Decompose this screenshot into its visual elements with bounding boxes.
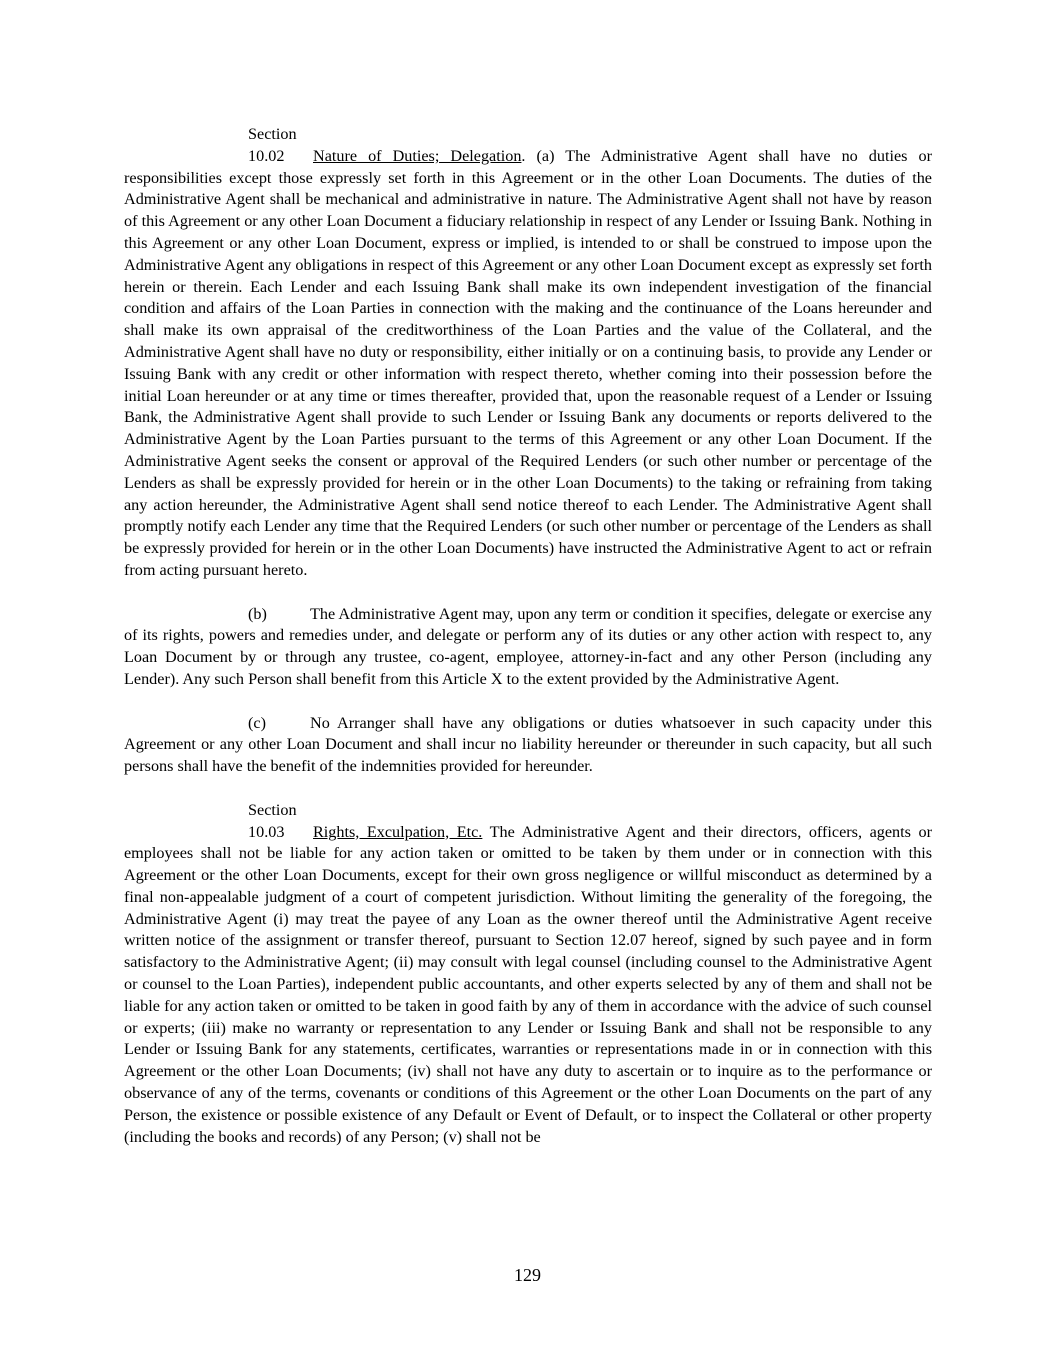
subsection-label: (c) (248, 713, 266, 732)
document-page (124, 124, 932, 1170)
section-body: The Administrative Agent and their directors, officers, agents or employees shall not be liable for any action taken or omitted to be taken by them under or in connection with this Agreement or the other Loan Documents, except for their own gross negligence or willful misconduct as determined by a final non-appealable judgment of a court of competent jurisdiction. Without limiting the generality of the foregoing, the Administrative Agent (i) may treat the payee of any Loan as the owner thereof until the Administrative Agent receive written notice of the assignment or transfer thereof, pursuant to Section 12.07 hereof, signed by such payee and in form satisfactory to the Administrative Agent; (ii) may consult with legal counsel (including counsel to the Administrative Agent or counsel to the Loan Parties), independent public accountants, and other experts selected by any of them and shall not be liable for any action taken or omitted to be taken in good faith by any of them in accordance with the advice of such counsel or experts; (iii) make no warranty or representation to any Lender or Issuing Bank and shall not be responsible to any Lender or Issuing Bank for any statements, certificates, warranties or representations made in or in connection with this Agreement or the other Loan Documents; (iv) shall not have any duty to ascertain or to inquire as to the performance or observance of any of the terms, covenants or conditions of this Agreement or the other Loan Documents on the part of any Person, the existence or possible existence of any Default or Event of Default, or to inspect the Collateral or other property (including the books and records) of any Person; (v) shall not be (124, 822, 932, 1146)
section-number: Section 10.03 (248, 800, 297, 841)
caption-separator (482, 823, 489, 841)
subsection-b-paragraph (124, 604, 932, 691)
section-10-02-paragraph (124, 124, 932, 582)
section-10-03-paragraph (124, 800, 932, 1149)
subsection-label: (b) (248, 604, 267, 623)
subsection-body: No Arranger shall have any obligations or duties whatsoever in such capacity under this Agreement or any other Loan Document and shall incur no liability hereunder or thereunder in such capacity, but all such persons shall have the benefit of the indemnities provided for hereunder. (124, 713, 932, 776)
section-caption: Nature of Duties; Delegation (313, 146, 522, 165)
page-number: 129 (514, 1265, 541, 1285)
section-number: Section 10.02 (248, 125, 297, 165)
caption-separator: . (a) (521, 146, 566, 165)
section-body: The Administrative Agent shall have no duties or responsibilities except those expressly set forth in this Agreement or in the other Loan Documents. The duties of the Administrative Agent shall be mechanical and administrative in nature. The Administrative Agent shall not have by reason of this Agreement or any other Loan Document a fiduciary relationship in respect of any Lender or Issuing Bank. Nothing in this Agreement or any other Loan Document, express or implied, is intended to or shall be construed to impose upon the Administrative Agent any obligations in respect of this Agreement or any other Loan Document except as expressly set forth herein or therein. Each Lender and each Issuing Bank shall make its own independent investigation of the financial condition and affairs of the Loan Parties in connection with the making and the continuance of the Loans hereunder and shall make its own appraisal of the creditworthiness of the Loan Parties and the value of the Collateral, and the Administrative Agent shall have no duty or responsibility, either initially or on a continuing basis, to provide any Lender or Issuing Bank with any credit or other information with respect thereto, whether coming into their possession before the initial Loan hereunder or at any time or times thereafter, provided that, upon the reasonable request of a Lender or Issuing Bank, the Administrative Agent shall provide to such Lender or Issuing Bank any documents or reports delivered to the Administrative Agent by the Loan Parties pursuant to the terms of this Agreement or any other Loan Document. If the Administrative Agent seeks the consent or approval of the Required Lenders (or such other number or percentage of the Lenders as shall be expressly provided for herein or in the other Loan Documents) to the taking or refraining from taking any action hereunder, the Administrative Agent shall send notice thereof to each Lender. The Administrative Agent shall promptly notify each Lender any time that the Required Lenders (or such other number or percentage of the Lenders as shall be expressly provided for herein or in the other Loan Documents) have instructed the Administrative Agent to act or refrain from acting pursuant hereto. (124, 146, 932, 579)
subsection-c-paragraph (124, 713, 932, 778)
subsection-body: The Administrative Agent may, upon any term or condition it specifies, delegate or exercise any of its rights, powers and remedies under, and delegate or perform any of its duties or any other action with respect to, any Loan Document by or through any trustee, co-agent, employee, attorney-in-fact and any other Person (including any Lender). Any such Person shall benefit from this Article X to the extent provided by the Administrative Agent. (124, 604, 932, 688)
section-caption: Rights, Exculpation, Etc. (313, 822, 483, 841)
